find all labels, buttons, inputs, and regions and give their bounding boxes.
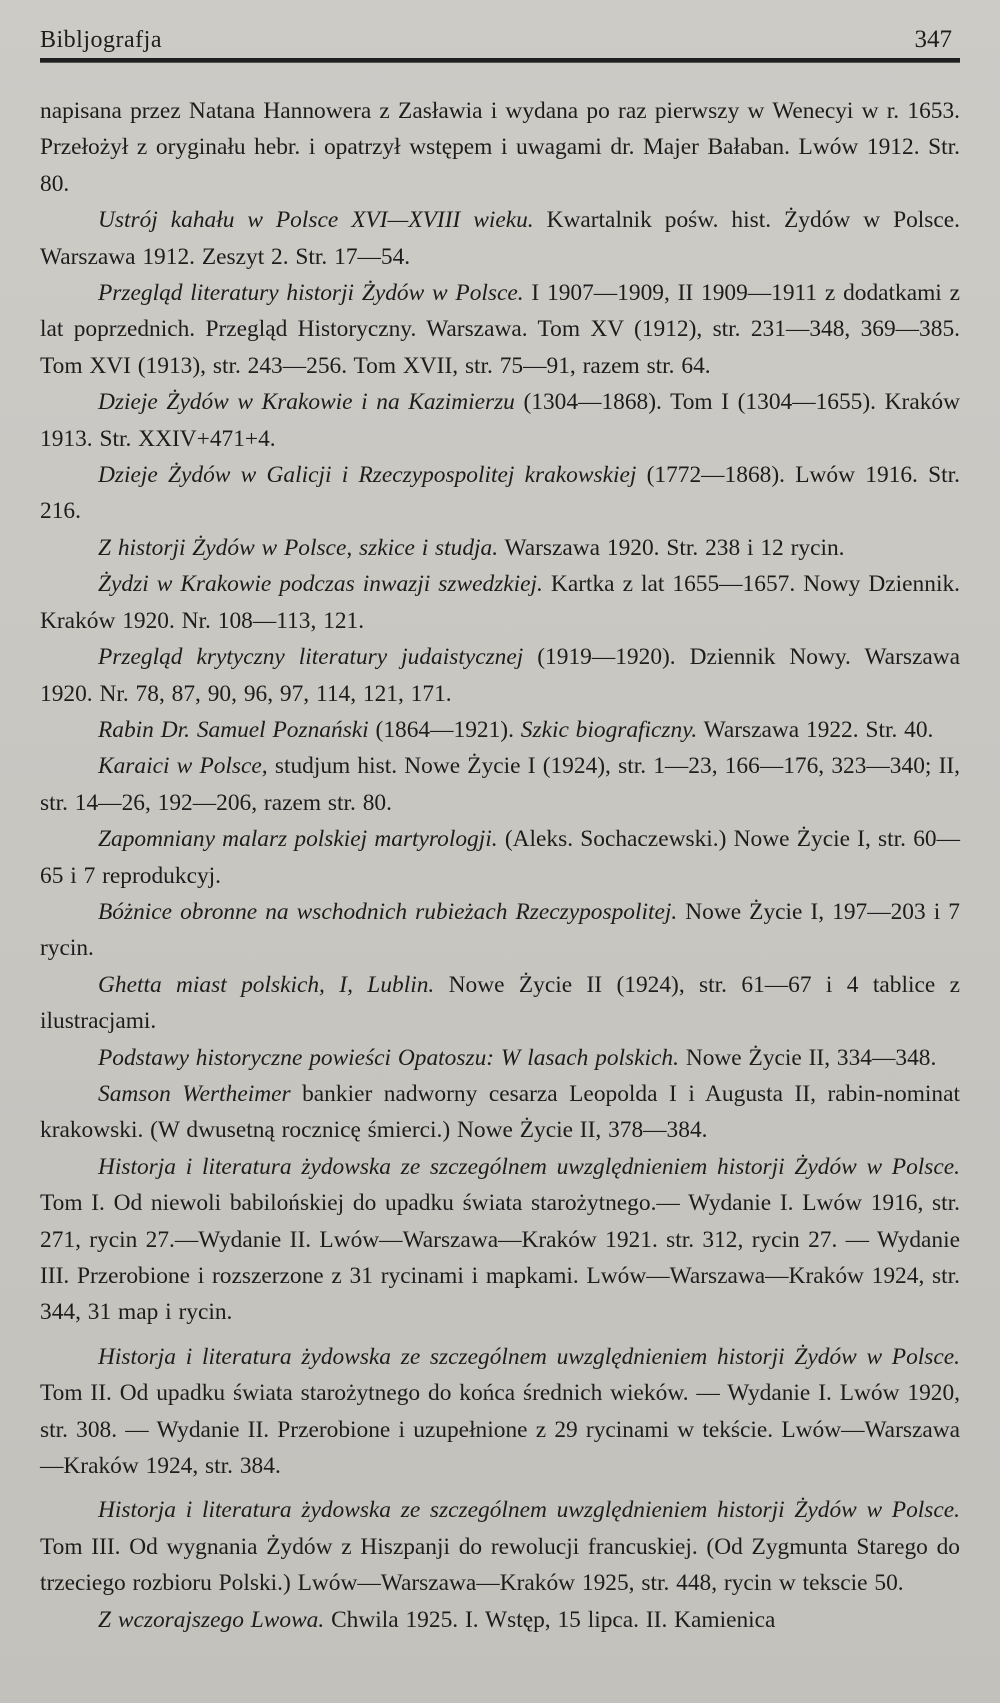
- entry-title: Z wczorajszego Lwowa.: [98, 1606, 325, 1633]
- bibliography-entry: [40, 1492, 960, 1601]
- entry-spacer: [40, 1484, 960, 1492]
- running-title: Bibljografja: [40, 27, 162, 53]
- entry-text: bankier nadworny cesarza Leopolda I i Augusta II, rabin-nominat krakowski. (W dwusetną rocznicę śmierci.) Nowe Życie II, 378—384.: [40, 1080, 960, 1144]
- entry-title: Dzieje Żydów w Galicji i Rzeczypospolitej krakowskiej: [98, 462, 637, 489]
- bibliography-entry: [40, 821, 960, 894]
- bibliography-entry: [40, 712, 960, 748]
- bibliography-entry: [40, 967, 960, 1040]
- entry-spacer: [40, 1331, 960, 1339]
- running-header: [40, 22, 960, 54]
- entry-title: Przegląd krytyczny literatury judaistycznej: [98, 644, 524, 671]
- entry-subtitle: Szkic biograficzny.: [520, 716, 698, 743]
- entry-text-2: Warszawa 1922. Str. 40.: [697, 716, 934, 743]
- entry-text: I 1907—1909, II 1909—1911 z dodatkami z lat poprzednich. Przegląd Historyczny. Warszawa. Tom XV (1912), str. 231—348, 369—385. Tom XVI (1913), str. 243—256. Tom XVII, str. 75—91, razem str. 64.: [40, 280, 960, 379]
- entry-text: (1304—1868). Tom I (1304—1655). Kraków 1913. Str. XXIV+471+4.: [40, 389, 960, 452]
- entry-text: Nowe Życie II, 334—348.: [678, 1044, 937, 1071]
- entry-title: Przegląd literatury historji Żydów w Polsce.: [98, 280, 524, 307]
- entry-title: Dzieje Żydów w Krakowie i na Kazimierzu: [98, 389, 515, 416]
- entry-title: Ghetta miast polskich, I, Lublin.: [98, 971, 435, 998]
- entry-title: Rabin Dr. Samuel Poznański: [98, 716, 369, 743]
- entry-title: Z historji Żydów w Polsce, szkice i studja.: [98, 534, 499, 561]
- header-rule: [40, 58, 960, 63]
- entry-text: Kwartalnik pośw. hist. Żydów w Polsce. Warszawa 1912. Zeszyt 2. Str. 17—54.: [40, 207, 960, 270]
- entry-title: Historja i literatura żydowska ze szczególnem uwzględnieniem historji Żydów w Polsce.: [98, 1153, 960, 1180]
- bibliography-entry: [40, 93, 960, 202]
- entry-title: Żydzi w Krakowie podczas inwazji szwedzkiej.: [98, 571, 543, 598]
- bibliography-entry: [40, 639, 960, 712]
- entry-title: Podstawy historyczne powieści Opatoszu: W lasach polskich.: [98, 1044, 679, 1071]
- bibliography-entry: [40, 1339, 960, 1485]
- bibliography-entry: [40, 1076, 960, 1149]
- entry-text: napisana przez Natana Hannowera z Zasławia i wydana po raz pierwszy w Wenecyi w r. 1653. Przełożył z oryginału hebr. i opatrzył wstępem i uwagami dr. Majer Bałaban. Lwów 1912. Str. 80.: [40, 98, 960, 197]
- bibliography-entry: [40, 566, 960, 639]
- bibliography-entry: [40, 384, 960, 457]
- page-number: 347: [914, 26, 952, 53]
- bibliography-list: [40, 93, 960, 1638]
- entry-text: Nowe Życie I, 197—203 i 7 rycin.: [40, 898, 960, 962]
- bibliography-entry: [40, 457, 960, 530]
- bibliography-entry: [40, 275, 960, 384]
- entry-text: Tom I. Od niewoli babilońskiej do upadku świata starożytnego.— Wydanie I. Lwów 1916, str. 271, rycin 27.—Wydanie II. Lwów—Warszawa—Kraków 1921. str. 312, rycin 27. — Wydanie III. Przerobione i rozszerzone z 31 rycinami i mapkami. Lwów—Warszawa—Kraków 1924, str. 344, 31 map i rycin.: [40, 1190, 960, 1326]
- bibliography-entry: [40, 202, 960, 275]
- bibliography-entry: [40, 894, 960, 967]
- entry-text: (1772—1868). Lwów 1916. Str. 216.: [40, 462, 960, 525]
- entry-text: Tom III. Od wygnania Żydów z Hiszpanji do rewolucji francuskiej. (Od Zygmunta Starego do trzeciego rozbioru Polski.) Lwów—Warszawa—Kraków 1925, str. 448, rycin w tekscie 50.: [40, 1533, 960, 1597]
- entry-title: Ustrój kahału w Polsce XVI—XVIII wieku.: [98, 207, 534, 234]
- entry-title: Historja i literatura żydowska ze szczególnem uwzględnieniem historji Żydów w Polsce.: [98, 1497, 960, 1524]
- bibliography-entry: [40, 1040, 960, 1076]
- entry-text: Nowe Życie II (1924), str. 61—67 i 4 tablice z ilustracjami.: [40, 971, 960, 1035]
- entry-title: Bóżnice obronne na wschodnich rubieżach Rzeczypospolitej.: [98, 898, 678, 925]
- entry-text: (Aleks. Sochaczewski.) Nowe Życie I, str. 60—65 i 7 reprodukcyj.: [40, 826, 960, 889]
- entry-title: Karaici w Polsce,: [98, 753, 268, 780]
- bibliography-entry: [40, 1602, 960, 1638]
- entry-text: Warszawa 1920. Str. 238 i 12 rycin.: [498, 534, 845, 561]
- bibliography-entry: [40, 530, 960, 566]
- entry-text: studjum hist. Nowe Życie I (1924), str. 1—23, 166—176, 323—340; II, str. 14—26, 192—206, razem str. 80.: [40, 753, 961, 816]
- entry-title: Zapomniany malarz polskiej martyrologji.: [98, 826, 498, 853]
- bibliography-entry: [40, 1149, 960, 1331]
- entry-text: Tom II. Od upadku świata starożytnego do końca średnich wieków. — Wydanie I. Lwów 1920, str. 308. — Wydanie II. Przerobione i uzupełnione z 29 rycinami w tekście. Lwów—Warszawa—Kraków 1924, str. 384.: [40, 1380, 960, 1480]
- entry-text: Chwila 1925. I. Wstęp, 15 lipca. II. Kamienica: [324, 1606, 776, 1633]
- entry-text: Kartka z lat 1655—1657. Nowy Dziennik. Kraków 1920. Nr. 108—113, 121.: [40, 571, 960, 634]
- entry-title: Historja i literatura żydowska ze szczególnem uwzględnieniem historji Żydów w Polsce.: [98, 1343, 960, 1370]
- entry-title: Samson Wertheimer: [98, 1080, 291, 1107]
- entry-text: (1919—1920). Dziennik Nowy. Warszawa 1920. Nr. 78, 87, 90, 96, 97, 114, 121, 171.: [40, 644, 960, 707]
- entry-text: (1864—1921).: [368, 716, 521, 743]
- bibliography-entry: [40, 748, 960, 821]
